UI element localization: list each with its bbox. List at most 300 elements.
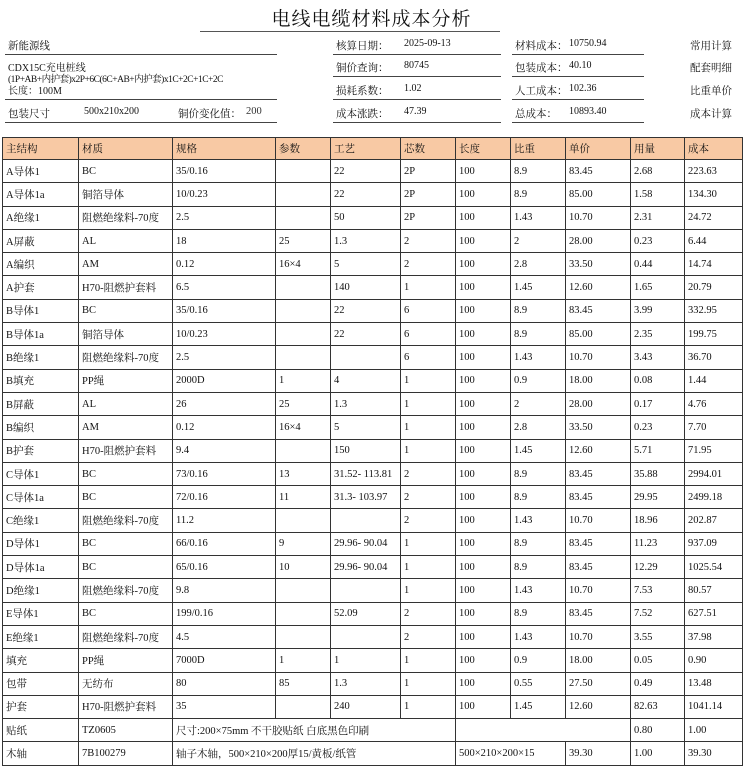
cell-length[interactable]: 100 xyxy=(456,532,511,555)
cell-unit-price[interactable]: 83.45 xyxy=(566,556,631,579)
cell-param[interactable]: 16×4 xyxy=(276,416,331,439)
cell-length[interactable]: 100 xyxy=(456,276,511,299)
cell-gravity[interactable]: 1.45 xyxy=(511,695,566,718)
cell-spec[interactable]: 66/0.16 xyxy=(173,532,276,555)
cell-cost[interactable]: 937.09 xyxy=(685,532,743,555)
divider xyxy=(333,99,501,100)
cell-param[interactable] xyxy=(276,439,331,462)
cell-structure[interactable]: A导体1a xyxy=(3,183,79,206)
cell-cost[interactable]: 199.75 xyxy=(685,323,743,346)
cell-cores[interactable]: 2 xyxy=(401,462,456,485)
cell-spec[interactable]: 199/0.16 xyxy=(173,602,276,625)
cell-cost[interactable]: 20.79 xyxy=(685,276,743,299)
cell-material[interactable]: 阻燃绝缘料-70度 xyxy=(79,346,173,369)
cell-unit-price[interactable]: 33.50 xyxy=(566,416,631,439)
cell-spec[interactable]: 10/0.23 xyxy=(173,323,276,346)
cell-structure[interactable]: C绝缘1 xyxy=(3,509,79,532)
cell-structure[interactable]: D导体1a xyxy=(3,556,79,579)
cell-material[interactable]: H70-阻燃护套料 xyxy=(79,695,173,718)
cell-cost[interactable]: 37.98 xyxy=(685,625,743,648)
cell-gravity[interactable]: 1.43 xyxy=(511,509,566,532)
cell-quantity[interactable]: 35.88 xyxy=(631,462,685,485)
cost-calc-link[interactable]: 成本计算 xyxy=(690,109,732,120)
cell-extra[interactable]: 500×210×200×15 xyxy=(456,742,566,765)
cell-material[interactable]: BC xyxy=(79,160,173,183)
cell-structure[interactable]: B绝缘1 xyxy=(3,346,79,369)
cell-unit-price[interactable]: 10.70 xyxy=(566,579,631,602)
cell-param[interactable] xyxy=(276,183,331,206)
cell-length[interactable]: 100 xyxy=(456,183,511,206)
cell-material[interactable]: 铜箔导体 xyxy=(79,183,173,206)
cell-param[interactable] xyxy=(276,579,331,602)
cell-material[interactable]: 阻燃绝缘料-70度 xyxy=(79,206,173,229)
cell-material[interactable]: PP绳 xyxy=(79,649,173,672)
cell-material[interactable]: AL xyxy=(79,229,173,252)
cell-process[interactable]: 5 xyxy=(331,253,401,276)
cell-cost[interactable]: 2994.01 xyxy=(685,462,743,485)
cell-unit-price[interactable]: 12.60 xyxy=(566,276,631,299)
cell-process[interactable]: 29.96- 90.04 xyxy=(331,556,401,579)
cell-cores[interactable]: 2 xyxy=(401,253,456,276)
cell-unit-price[interactable]: 83.45 xyxy=(566,160,631,183)
cell-structure[interactable]: B导体1 xyxy=(3,299,79,322)
cell-length[interactable]: 100 xyxy=(456,649,511,672)
cell-param[interactable] xyxy=(276,509,331,532)
cell-cores[interactable]: 2 xyxy=(401,486,456,509)
cell-cost[interactable]: 1025.54 xyxy=(685,556,743,579)
cell-structure[interactable]: C导体1a xyxy=(3,486,79,509)
cell-quantity[interactable]: 2.68 xyxy=(631,160,685,183)
cost-rise-value: 47.39 xyxy=(404,106,427,117)
cell-cores[interactable]: 2P xyxy=(401,206,456,229)
cell-cores[interactable]: 2 xyxy=(401,625,456,648)
cell-material[interactable]: AL xyxy=(79,392,173,415)
gravity-unit-price-link[interactable]: 比重单价 xyxy=(690,86,732,97)
table-row-spool xyxy=(3,742,743,765)
package-size-label: 包装尺寸 xyxy=(8,109,50,120)
cell-length[interactable]: 100 xyxy=(456,672,511,695)
cell-param[interactable] xyxy=(276,160,331,183)
cell-quantity[interactable]: 1.65 xyxy=(631,276,685,299)
cell-cost[interactable]: 202.87 xyxy=(685,509,743,532)
cell-cores[interactable]: 2 xyxy=(401,509,456,532)
cell-unit-price[interactable]: 10.70 xyxy=(566,625,631,648)
cell-structure[interactable]: B屏蔽 xyxy=(3,392,79,415)
cell-material[interactable]: BC xyxy=(79,556,173,579)
cell-structure[interactable]: B填充 xyxy=(3,369,79,392)
cell-process[interactable] xyxy=(331,346,401,369)
cell-cores[interactable]: 2P xyxy=(401,183,456,206)
cell-unit-price[interactable]: 12.60 xyxy=(566,439,631,462)
material-cost-value: 10750.94 xyxy=(569,38,607,49)
cell-gravity[interactable]: 1.45 xyxy=(511,439,566,462)
cell-quantity[interactable]: 2.31 xyxy=(631,206,685,229)
cell-material[interactable]: 阻燃绝缘料-70度 xyxy=(79,579,173,602)
cell-structure[interactable]: 填充 xyxy=(3,649,79,672)
cell-quantity[interactable]: 3.43 xyxy=(631,346,685,369)
cell-material[interactable]: AM xyxy=(79,416,173,439)
cell-cost[interactable]: 14.74 xyxy=(685,253,743,276)
cell-length[interactable]: 100 xyxy=(456,509,511,532)
cell-quantity[interactable]: 82.63 xyxy=(631,695,685,718)
cell-structure[interactable]: A屏蔽 xyxy=(3,229,79,252)
cell-param[interactable] xyxy=(276,323,331,346)
cell-quantity[interactable]: 0.23 xyxy=(631,229,685,252)
package-size-value: 500x210x200 xyxy=(84,106,139,117)
cell-spec[interactable]: 0.12 xyxy=(173,253,276,276)
cell-gravity[interactable]: 8.9 xyxy=(511,462,566,485)
column-header: 单价 xyxy=(566,138,631,160)
cell-material[interactable]: 7B100279 xyxy=(79,742,173,765)
cell-material[interactable]: H70-阻燃护套料 xyxy=(79,439,173,462)
cell-spec[interactable]: 尺寸:200×75mm 不干胶贴纸 白底黑色印刷 xyxy=(173,719,456,742)
cell-length[interactable]: 100 xyxy=(456,695,511,718)
cell-cores[interactable]: 1 xyxy=(401,439,456,462)
cell-unit-price[interactable]: 10.70 xyxy=(566,509,631,532)
cell-unit-price[interactable]: 18.00 xyxy=(566,649,631,672)
cell-quantity[interactable]: 7.53 xyxy=(631,579,685,602)
cell-cost[interactable]: 36.70 xyxy=(685,346,743,369)
cell-length[interactable]: 100 xyxy=(456,160,511,183)
cell-cost[interactable]: 4.76 xyxy=(685,392,743,415)
cell-cost[interactable]: 0.90 xyxy=(685,649,743,672)
divider xyxy=(5,99,277,100)
cell-param[interactable]: 25 xyxy=(276,392,331,415)
cell-cost[interactable]: 39.30 xyxy=(685,742,743,765)
cell-cost[interactable]: 332.95 xyxy=(685,299,743,322)
cell-cores[interactable]: 1 xyxy=(401,369,456,392)
cell-cores[interactable]: 6 xyxy=(401,323,456,346)
cell-cores[interactable]: 1 xyxy=(401,556,456,579)
cell-gravity[interactable]: 0.55 xyxy=(511,672,566,695)
cell-process[interactable]: 1.3 xyxy=(331,672,401,695)
cell-unit-price[interactable]: 39.30 xyxy=(566,742,631,765)
loss-coefficient-value: 1.02 xyxy=(404,83,422,94)
cell-process[interactable]: 22 xyxy=(331,323,401,346)
cell-spec[interactable]: 4.5 xyxy=(173,625,276,648)
cell-cost[interactable]: 6.44 xyxy=(685,229,743,252)
cell-material[interactable]: BC xyxy=(79,462,173,485)
cell-spec[interactable]: 35/0.16 xyxy=(173,299,276,322)
cell-material[interactable]: TZ0605 xyxy=(79,719,173,742)
cell-spec[interactable]: 2000D xyxy=(173,369,276,392)
cell-gravity[interactable]: 8.9 xyxy=(511,183,566,206)
cell-gravity[interactable]: 1.43 xyxy=(511,625,566,648)
cell-gravity[interactable]: 2 xyxy=(511,392,566,415)
cell-quantity[interactable]: 0.08 xyxy=(631,369,685,392)
cell-spec[interactable]: 35 xyxy=(173,695,276,718)
cell-cores[interactable]: 1 xyxy=(401,392,456,415)
cell-quantity[interactable]: 5.71 xyxy=(631,439,685,462)
table-row xyxy=(3,579,743,602)
cell-gravity[interactable]: 0.9 xyxy=(511,369,566,392)
cell-unit-price[interactable]: 28.00 xyxy=(566,392,631,415)
cell-cores[interactable]: 1 xyxy=(401,276,456,299)
cell-quantity[interactable]: 1.00 xyxy=(631,742,685,765)
cell-quantity[interactable]: 3.55 xyxy=(631,625,685,648)
cell-unit-price[interactable]: 12.60 xyxy=(566,695,631,718)
cell-gravity[interactable]: 8.9 xyxy=(511,602,566,625)
cell-param[interactable]: 1 xyxy=(276,649,331,672)
cell-spec[interactable]: 11.2 xyxy=(173,509,276,532)
cell-process[interactable]: 22 xyxy=(331,299,401,322)
cell-quantity[interactable]: 0.49 xyxy=(631,672,685,695)
cell-param[interactable] xyxy=(276,625,331,648)
cell-spec[interactable]: 0.12 xyxy=(173,416,276,439)
cell-material[interactable]: H70-阻燃护套料 xyxy=(79,276,173,299)
cell-cost[interactable]: 134.30 xyxy=(685,183,743,206)
cell-param[interactable] xyxy=(276,346,331,369)
cell-cost[interactable]: 627.51 xyxy=(685,602,743,625)
cell-process[interactable]: 50 xyxy=(331,206,401,229)
cell-gravity[interactable]: 8.9 xyxy=(511,556,566,579)
cell-process[interactable]: 240 xyxy=(331,695,401,718)
cell-gravity[interactable]: 1.43 xyxy=(511,346,566,369)
cell-quantity[interactable]: 1.58 xyxy=(631,183,685,206)
cell-spec[interactable]: 35/0.16 xyxy=(173,160,276,183)
cell-unit-price[interactable]: 83.45 xyxy=(566,462,631,485)
cell-length[interactable]: 100 xyxy=(456,229,511,252)
cell-cores[interactable]: 1 xyxy=(401,649,456,672)
column-header: 用量 xyxy=(631,138,685,160)
cell-process[interactable]: 1 xyxy=(331,649,401,672)
cell-spec[interactable]: 26 xyxy=(173,392,276,415)
cell-cores[interactable]: 1 xyxy=(401,695,456,718)
cell-cores[interactable]: 1 xyxy=(401,532,456,555)
cell-gravity[interactable]: 2.8 xyxy=(511,416,566,439)
cell-structure[interactable]: 护套 xyxy=(3,695,79,718)
cell-cost[interactable]: 80.57 xyxy=(685,579,743,602)
cell-material[interactable]: 阻燃绝缘料-70度 xyxy=(79,509,173,532)
cell-cost[interactable]: 71.95 xyxy=(685,439,743,462)
total-cost-value: 10893.40 xyxy=(569,106,607,117)
cell-cores[interactable]: 2 xyxy=(401,602,456,625)
cell-process[interactable]: 150 xyxy=(331,439,401,462)
cell-structure[interactable]: C导体1 xyxy=(3,462,79,485)
cell-material[interactable]: BC xyxy=(79,532,173,555)
cell-process[interactable] xyxy=(331,579,401,602)
cell-param[interactable]: 16×4 xyxy=(276,253,331,276)
cell-cores[interactable]: 2 xyxy=(401,229,456,252)
cell-gravity[interactable]: 8.9 xyxy=(511,323,566,346)
cell-process[interactable]: 22 xyxy=(331,183,401,206)
cell-structure[interactable]: A导体1 xyxy=(3,160,79,183)
cell-cores[interactable]: 1 xyxy=(401,579,456,602)
cell-cost[interactable]: 24.72 xyxy=(685,206,743,229)
cell-gravity[interactable]: 1.45 xyxy=(511,276,566,299)
cell-unit-price[interactable]: 83.45 xyxy=(566,602,631,625)
cell-param[interactable]: 13 xyxy=(276,462,331,485)
cell-material[interactable]: PP绳 xyxy=(79,369,173,392)
cell-spec[interactable]: 2.5 xyxy=(173,206,276,229)
cell-structure[interactable]: B护套 xyxy=(3,439,79,462)
cell-quantity[interactable]: 29.95 xyxy=(631,486,685,509)
table-row xyxy=(3,672,743,695)
cell-process[interactable]: 31.3- 103.97 xyxy=(331,486,401,509)
cell-spec[interactable]: 轴子木轴，500×210×200厚15/黄板/纸管 xyxy=(173,742,456,765)
cell-cores[interactable]: 6 xyxy=(401,346,456,369)
cell-cost[interactable]: 223.63 xyxy=(685,160,743,183)
cell-spec[interactable]: 9.4 xyxy=(173,439,276,462)
cell-process[interactable]: 1.3 xyxy=(331,229,401,252)
cell-gravity[interactable]: 0.9 xyxy=(511,649,566,672)
cell-param[interactable]: 11 xyxy=(276,486,331,509)
cell-spec[interactable]: 72/0.16 xyxy=(173,486,276,509)
cell-gravity[interactable]: 8.9 xyxy=(511,532,566,555)
cell-quantity[interactable]: 0.23 xyxy=(631,416,685,439)
cell-structure[interactable]: E导体1 xyxy=(3,602,79,625)
cell-spec[interactable]: 73/0.16 xyxy=(173,462,276,485)
cell-process[interactable]: 29.96- 90.04 xyxy=(331,532,401,555)
cell-process[interactable] xyxy=(331,625,401,648)
cell-length[interactable]: 100 xyxy=(456,323,511,346)
cell-gravity[interactable]: 1.43 xyxy=(511,579,566,602)
cell-gravity[interactable]: 2 xyxy=(511,229,566,252)
cell-structure[interactable]: 贴纸 xyxy=(3,719,79,742)
cell-quantity[interactable]: 7.52 xyxy=(631,602,685,625)
cell-unit-price[interactable]: 10.70 xyxy=(566,346,631,369)
cell-process[interactable]: 1.3 xyxy=(331,392,401,415)
cell-spec[interactable]: 9.8 xyxy=(173,579,276,602)
cell-length[interactable]: 100 xyxy=(456,556,511,579)
cell-gravity[interactable]: 2.8 xyxy=(511,253,566,276)
cell-gravity[interactable]: 8.9 xyxy=(511,486,566,509)
copper-change-value[interactable]: 200 xyxy=(246,106,262,117)
cell-unit-price[interactable]: 18.00 xyxy=(566,369,631,392)
cell-spec[interactable]: 18 xyxy=(173,229,276,252)
cell-process[interactable]: 5 xyxy=(331,416,401,439)
cell-cores[interactable]: 1 xyxy=(401,672,456,695)
cell-structure[interactable]: 木轴 xyxy=(3,742,79,765)
cell-length[interactable]: 100 xyxy=(456,486,511,509)
cell-unit-price[interactable]: 28.00 xyxy=(566,229,631,252)
cell-unit-price[interactable]: 10.70 xyxy=(566,206,631,229)
cell-param[interactable]: 1 xyxy=(276,369,331,392)
cell-length[interactable]: 100 xyxy=(456,253,511,276)
cell-quantity[interactable]: 3.99 xyxy=(631,299,685,322)
cell-unit-price[interactable]: 27.50 xyxy=(566,672,631,695)
cell-spec[interactable]: 6.5 xyxy=(173,276,276,299)
cell-quantity[interactable]: 0.05 xyxy=(631,649,685,672)
cell-process[interactable] xyxy=(331,509,401,532)
cell-unit-price[interactable]: 85.00 xyxy=(566,183,631,206)
cell-material[interactable]: 铜箔导体 xyxy=(79,323,173,346)
cell-process[interactable]: 52.09 xyxy=(331,602,401,625)
cell-structure[interactable]: A绝缘1 xyxy=(3,206,79,229)
cell-length[interactable]: 100 xyxy=(456,416,511,439)
cell-param[interactable]: 9 xyxy=(276,532,331,555)
cell-length[interactable]: 100 xyxy=(456,369,511,392)
cell-length[interactable]: 100 xyxy=(456,392,511,415)
cell-param[interactable] xyxy=(276,602,331,625)
product-spec: (1P+AB+内护套)x2P+6C(6C+AB+内护套)x1C+2C+1C+2C xyxy=(8,75,223,85)
cell-length[interactable]: 100 xyxy=(456,299,511,322)
cell-structure[interactable]: D绝缘1 xyxy=(3,579,79,602)
cell-param[interactable]: 10 xyxy=(276,556,331,579)
cell-length[interactable]: 100 xyxy=(456,462,511,485)
cell-structure[interactable]: A护套 xyxy=(3,276,79,299)
cell-length[interactable]: 100 xyxy=(456,346,511,369)
cell-material[interactable]: 阻燃绝缘料-70度 xyxy=(79,625,173,648)
cell-cost[interactable]: 1041.14 xyxy=(685,695,743,718)
cell-param[interactable] xyxy=(276,206,331,229)
cell-quantity[interactable]: 11.23 xyxy=(631,532,685,555)
cell-length[interactable]: 100 xyxy=(456,439,511,462)
cell-cores[interactable]: 6 xyxy=(401,299,456,322)
cell-material[interactable]: 无纺布 xyxy=(79,672,173,695)
cell-cost[interactable]: 13.48 xyxy=(685,672,743,695)
cell-unit-price[interactable]: 85.00 xyxy=(566,323,631,346)
cell-material[interactable]: BC xyxy=(79,486,173,509)
cell-process[interactable]: 31.52- 113.81 xyxy=(331,462,401,485)
cell-param[interactable] xyxy=(276,695,331,718)
cell-quantity[interactable]: 2.35 xyxy=(631,323,685,346)
column-header: 成本 xyxy=(685,138,743,160)
cell-quantity[interactable]: 12.29 xyxy=(631,556,685,579)
cell-spec[interactable]: 65/0.16 xyxy=(173,556,276,579)
cell-gravity[interactable]: 8.9 xyxy=(511,299,566,322)
cell-length[interactable]: 100 xyxy=(456,625,511,648)
divider xyxy=(5,54,277,55)
supporting-details-link[interactable]: 配套明细 xyxy=(690,63,732,74)
cell-spec[interactable]: 7000D xyxy=(173,649,276,672)
cell-structure[interactable]: B导体1a xyxy=(3,323,79,346)
cell-param[interactable] xyxy=(276,276,331,299)
cell-structure[interactable]: A编织 xyxy=(3,253,79,276)
cell-structure[interactable]: 包带 xyxy=(3,672,79,695)
cell-structure[interactable]: E绝缘1 xyxy=(3,625,79,648)
cell-quantity[interactable]: 18.96 xyxy=(631,509,685,532)
cell-process[interactable]: 4 xyxy=(331,369,401,392)
cell-cost[interactable]: 7.70 xyxy=(685,416,743,439)
cell-quantity[interactable]: 0.17 xyxy=(631,392,685,415)
cell-unit-price[interactable]: 83.45 xyxy=(566,532,631,555)
cell-param[interactable]: 25 xyxy=(276,229,331,252)
table-row xyxy=(3,346,743,369)
cell-material[interactable]: AM xyxy=(79,253,173,276)
cell-unit-price[interactable]: 83.45 xyxy=(566,299,631,322)
cell-quantity[interactable]: 0.44 xyxy=(631,253,685,276)
cell-structure[interactable]: D导体1 xyxy=(3,532,79,555)
cell-material[interactable]: BC xyxy=(79,602,173,625)
cell-cost[interactable]: 2499.18 xyxy=(685,486,743,509)
cell-length[interactable]: 100 xyxy=(456,579,511,602)
cell-length[interactable]: 100 xyxy=(456,602,511,625)
common-calc-link[interactable]: 常用计算 xyxy=(690,41,732,52)
cell-quantity[interactable]: 1.00 xyxy=(685,719,743,742)
cell-spec[interactable]: 80 xyxy=(173,672,276,695)
cell-param[interactable] xyxy=(276,299,331,322)
cell-length[interactable]: 100 xyxy=(456,206,511,229)
cell-process[interactable]: 22 xyxy=(331,160,401,183)
cell-cores[interactable]: 1 xyxy=(401,416,456,439)
column-header: 比重 xyxy=(511,138,566,160)
cell-material[interactable]: BC xyxy=(79,299,173,322)
cell-cores[interactable]: 2P xyxy=(401,160,456,183)
cell-process[interactable]: 140 xyxy=(331,276,401,299)
cell-spec[interactable]: 10/0.23 xyxy=(173,183,276,206)
cell-unit-price[interactable]: 0.80 xyxy=(631,719,685,742)
cell-gravity[interactable]: 1.43 xyxy=(511,206,566,229)
cell-structure[interactable]: B编织 xyxy=(3,416,79,439)
cell-extra[interactable] xyxy=(456,719,631,742)
cell-unit-price[interactable]: 33.50 xyxy=(566,253,631,276)
cell-cost[interactable]: 1.44 xyxy=(685,369,743,392)
cell-spec[interactable]: 2.5 xyxy=(173,346,276,369)
cell-param[interactable]: 85 xyxy=(276,672,331,695)
cell-gravity[interactable]: 8.9 xyxy=(511,160,566,183)
cell-unit-price[interactable]: 83.45 xyxy=(566,486,631,509)
